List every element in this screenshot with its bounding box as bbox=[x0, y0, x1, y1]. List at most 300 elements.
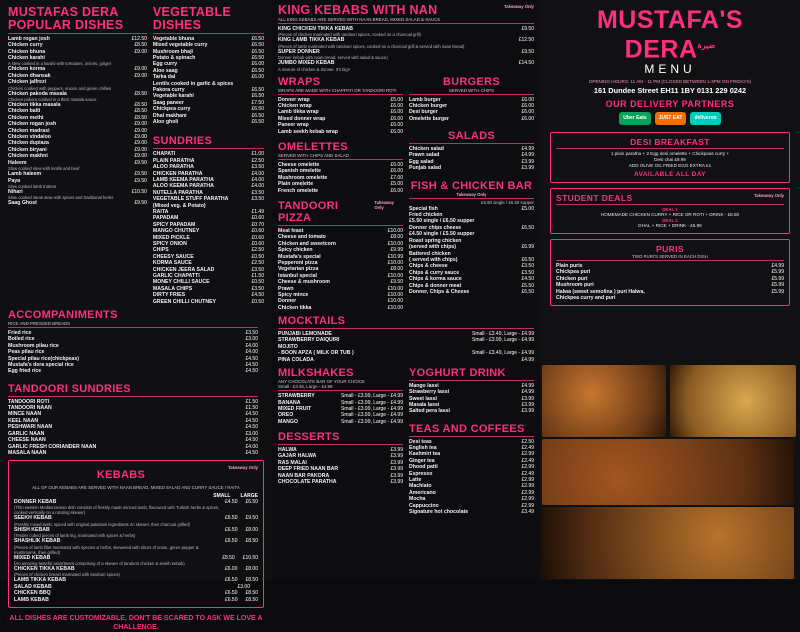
menu-item-name: Latte bbox=[409, 477, 422, 484]
menu-item-row bbox=[278, 37, 534, 48]
salads-list bbox=[409, 146, 534, 172]
menu-item-description: (Pieces of chicken marinated with tandoori spices, cooked on a charcoal grill) bbox=[278, 32, 421, 38]
menu-item-name: Mushroom omelette bbox=[278, 174, 328, 181]
menu-item-price: £4.00 bbox=[251, 170, 264, 177]
burgers-list bbox=[409, 97, 534, 123]
menu-item-price: £5.99 bbox=[771, 275, 784, 282]
menu-item-name: BANANA bbox=[278, 399, 301, 406]
menu-item-price: £4.50 bbox=[245, 355, 258, 362]
menu-panel-left bbox=[0, 0, 272, 631]
menu-item-price-large: £8.00 bbox=[245, 526, 258, 533]
menu-item-name: Chips & korma sauce bbox=[409, 276, 462, 283]
menu-item-name: Chicken makhni bbox=[8, 153, 48, 160]
brand-line-1: MUSTAFA'S bbox=[596, 6, 744, 34]
menu-item-name: Haleem Slow cooked stew with lentils and beef bbox=[8, 159, 80, 172]
menu-item-name: GARLIC CHAPATTI bbox=[152, 273, 200, 279]
menu-item-price: £3.50 bbox=[251, 164, 264, 171]
menu-item-row bbox=[409, 165, 534, 171]
menu-item-name: Pakora curry bbox=[152, 87, 185, 94]
menu-item-price: £5.50 bbox=[521, 282, 534, 289]
menu-item-row bbox=[8, 91, 147, 102]
menu-item-price: £6.00 bbox=[521, 103, 534, 110]
menu-item-name: MIXED FRUIT bbox=[278, 406, 312, 413]
menu-item-name: Mushroom puri bbox=[556, 282, 594, 289]
section-title-accompaniments: ACCOMPANIMENTS bbox=[8, 309, 118, 322]
menu-item-name: Spicy chicken bbox=[278, 247, 313, 254]
menu-item-price: £0.50 bbox=[251, 298, 264, 305]
menu-item-description: A stew cooked in a karahi with tomatoes, onions, ginger bbox=[8, 61, 112, 67]
menu-item-name: Chickpea curry and puri bbox=[556, 294, 616, 301]
menu-item-row bbox=[278, 357, 534, 363]
menu-item-price: £1.49 bbox=[251, 208, 264, 215]
menu-item-price: £3.99 bbox=[390, 459, 403, 466]
menu-item-price: £6.00 bbox=[521, 115, 534, 122]
menu-item-price: £2.50 bbox=[251, 247, 264, 254]
menu-item-name: HALWA bbox=[278, 447, 297, 454]
menu-item-description: (Thin eastern Mediterranean dish consists of freshly made minced lamb, flavoured with Turkish herbs & spices, cooked vertically on a rotating skewer) bbox=[14, 505, 220, 516]
menu-item-price: £6.50 bbox=[251, 67, 264, 74]
menu-item-price: £3.50 bbox=[521, 269, 534, 276]
section-title-yoghurt-drink: YOGHURT DRINK bbox=[409, 367, 506, 379]
menu-item-price: £5.00 bbox=[390, 181, 403, 188]
menu-item-price: £6.99 bbox=[521, 244, 534, 251]
menu-item-name: Chicken dupiaza bbox=[8, 140, 49, 147]
menu-item-price: £9.00 bbox=[134, 48, 147, 55]
menu-item-price: £2.99 bbox=[521, 489, 534, 496]
menu-item-name: Lamb rogan josh bbox=[8, 35, 50, 42]
menu-item-name: OREO bbox=[278, 412, 294, 419]
menu-item-name: Chicken madrasi bbox=[8, 127, 50, 134]
menu-item-price: £6.50 bbox=[521, 256, 534, 263]
menu-item-name: Cappuccino bbox=[409, 502, 439, 509]
menu-item-price: £9.50 bbox=[134, 171, 147, 178]
section-title-kebabs: KEBABS bbox=[96, 469, 146, 482]
menu-item-price: £2.99 bbox=[521, 477, 534, 484]
menu-item-name: LAMB KEEMA PARATHA bbox=[152, 176, 214, 183]
menu-item-name: Chips & cheese bbox=[409, 263, 448, 270]
menu-item-price: £3.99 bbox=[390, 479, 403, 486]
menu-item-price-large: £6.50 bbox=[245, 498, 258, 505]
tandoori-pizza-list bbox=[278, 228, 403, 311]
student-deal-1-label: DEAL 1 bbox=[662, 206, 678, 212]
delivery-partners-logos bbox=[548, 112, 792, 125]
section-title-teas-coffees: TEAS AND COFFEES bbox=[409, 422, 525, 435]
menu-item-price: £9.00 bbox=[134, 66, 147, 73]
menu-item-price: £9.00 bbox=[134, 121, 147, 128]
student-deal-2-label: DEAL 2 bbox=[662, 217, 678, 223]
menu-item-name: Chicken curry bbox=[8, 42, 43, 49]
menu-item-price: Small - £3.99, Large - £4.99 bbox=[472, 337, 534, 344]
menu-item-price: £4.50 bbox=[245, 368, 258, 375]
kebabs-note: ALL OF OUR KEBABS ARE SERVED WITH NAAN BREAD, MIXED SALAD AND CURRY SAUCE / RAITA bbox=[32, 485, 240, 491]
menu-item-price: £4.99 bbox=[771, 262, 784, 269]
menu-item-price: £4.99 bbox=[521, 146, 534, 153]
menu-item-price: £5.00 bbox=[521, 205, 534, 212]
menu-item-price: £2.99 bbox=[521, 464, 534, 471]
accompaniments-subtitle: RICE AND PRESSED BREADS bbox=[8, 321, 71, 327]
menu-item-row bbox=[14, 538, 258, 554]
kebabs-col-large: LARGE bbox=[240, 492, 258, 499]
food-photo-rice bbox=[670, 365, 796, 437]
menu-item-name: NAAN BAR PAKORA bbox=[278, 472, 330, 479]
kebabs-list bbox=[14, 499, 258, 603]
menu-item-name: Chicken puri bbox=[556, 275, 588, 282]
menu-item-name: RAITA bbox=[152, 208, 169, 215]
menu-item-name: Espresso bbox=[409, 470, 433, 477]
menu-item-name: DONNER KEBAB (Thin eastern Mediterranean dish consists of freshly made minced lamb, flavoured with Turkish herbs & spices, cooked vertically on a rotating skewer) bbox=[14, 498, 220, 516]
menu-item-name: RAS MALAI bbox=[278, 459, 307, 466]
menu-item-name: LAMB TIKKA KEBAB bbox=[14, 577, 66, 584]
menu-item-price: £4.50 bbox=[245, 362, 258, 369]
menu-item-price-small: £6.00 bbox=[224, 565, 238, 572]
menu-item-name: Special fish bbox=[409, 205, 438, 212]
menu-item-price: £5.99 bbox=[771, 282, 784, 289]
menu-item-name: CHAPATI bbox=[152, 151, 176, 158]
menu-item-row bbox=[409, 509, 534, 515]
menu-item-name: Nihari Slow cooked steak stew with spices and traditional herbs bbox=[8, 188, 114, 201]
menu-item-price: £3.50 bbox=[251, 196, 264, 203]
delivery-partner-logo-just-eat: JUST EAT bbox=[655, 112, 687, 125]
menu-item-name: MONEY CHILLI SAUCE bbox=[152, 279, 210, 286]
menu-item-price: £14.50 bbox=[518, 60, 534, 67]
menu-item-row bbox=[14, 527, 258, 538]
menu-item-row bbox=[278, 129, 403, 135]
menu-item-name: SHISH KEBAB (Tender cubed pieces of lamb leg, marinated with spices & herbs) bbox=[14, 526, 136, 539]
menu-item-price: £3.99 bbox=[521, 408, 534, 415]
menu-item-price: £3.99 bbox=[521, 402, 534, 409]
menu-item-description: (Freshly mixed lamb, spiced with original pakistani ingredients on skewer, then charcoal grilled) bbox=[14, 521, 190, 527]
student-deals-takeaway-note: Takeaway Only bbox=[754, 193, 784, 199]
menu-item-name: Chips & curry sauce bbox=[409, 269, 460, 276]
menu-item-name: Mustafa's special bbox=[278, 253, 321, 260]
menu-item-price: £1.50 bbox=[245, 398, 258, 405]
menu-item-name: Chicken balti bbox=[8, 108, 41, 115]
menu-item-name: MINCE NAAN bbox=[8, 411, 42, 418]
menu-item-name: GARLIC NAAN bbox=[8, 430, 45, 437]
menu-item-name: KING CHICKEN TIKKA KEBAB (Pieces of chicken marinated with tandoori spices, cooked on a charcoal grill) bbox=[278, 26, 421, 38]
menu-item-price-small: £4.50 bbox=[224, 498, 238, 505]
menu-item-name: Chicken and sweetcorn bbox=[278, 240, 336, 247]
menu-item-price: £4.99 bbox=[521, 389, 534, 396]
section-title-omelettes: OMELETTES bbox=[278, 141, 348, 154]
menu-item-name: CHICKEN TIKKA KEBAB (Pieces of chicken breast marinated with tandoori spices) bbox=[14, 565, 120, 578]
menu-item-name: Mango lassi bbox=[409, 382, 439, 389]
menu-item-price: £6.00 bbox=[390, 168, 403, 175]
menu-item-name: Desi burger bbox=[409, 109, 438, 116]
menu-item-price: £3.99 bbox=[390, 466, 403, 473]
menu-item-name: ALOO PARATHA bbox=[152, 164, 194, 171]
menu-item-name: MIXED PICKLE bbox=[152, 234, 190, 241]
menu-item-description: A mixture of chicken & donner. It's big!! bbox=[278, 66, 351, 72]
section-title-vegetable-dishes: VEGETABLE DISHES bbox=[152, 5, 232, 32]
king-kebabs-takeaway-note: Takeaway Only bbox=[504, 4, 534, 9]
menu-item-name: Mocha bbox=[409, 496, 426, 503]
menu-item-name: CHIPS bbox=[152, 247, 169, 254]
menu-item-name: MANGO bbox=[278, 418, 298, 425]
menu-item-price: £6.00 bbox=[390, 122, 403, 129]
menu-item-row bbox=[153, 299, 264, 305]
menu-item-name: Cheese and tomato bbox=[278, 234, 326, 241]
menu-item-price: £4.50 bbox=[245, 411, 258, 418]
food-photo-mixed-grill bbox=[542, 507, 794, 579]
menu-item-name: PUNJABI LEMONADE bbox=[278, 330, 332, 337]
menu-item-name: Paneer wrap bbox=[278, 122, 309, 129]
mocktails-list bbox=[278, 331, 534, 363]
yoghurt-drink-list bbox=[409, 383, 534, 415]
menu-item-name: Donner wrap bbox=[278, 96, 310, 103]
menu-item-name: Cheese omelette bbox=[278, 162, 320, 169]
brand-header bbox=[546, 4, 794, 127]
section-title-popular-dishes: MUSTAFAS DERA POPULAR DISHES bbox=[8, 5, 124, 32]
menu-item-price: £4.00 bbox=[245, 342, 258, 349]
menu-item-name: Chickpea curry bbox=[152, 106, 191, 113]
menu-item-name: MOJITO bbox=[278, 343, 298, 350]
menu-item-name: SALAD KEBAB bbox=[14, 583, 52, 590]
menu-item-price-large: £10.50 bbox=[242, 554, 258, 561]
section-title-desserts: DESSERTS bbox=[278, 431, 340, 444]
section-title-tandoori-pizza: TANDOORI PIZZA bbox=[278, 200, 339, 225]
menu-item-name: STRAWBERRY DAIQUIRI bbox=[278, 337, 340, 344]
menu-item-price-small: £6.50 bbox=[224, 526, 238, 533]
menu-item-price: £2.99 bbox=[521, 496, 534, 503]
menu-item-name: Egg salad bbox=[409, 158, 434, 165]
menu-item-price: £10.99 bbox=[387, 253, 403, 260]
omelettes-note: SERVED WITH CHIPS AND SALAD bbox=[278, 153, 349, 159]
section-title-student-deals: STUDENT DEALS bbox=[556, 193, 633, 204]
menu-item-name: Machiato bbox=[409, 483, 432, 490]
menu-item-name: Strawberry lassi bbox=[409, 389, 450, 396]
menu-item-description: Chicken pakora cooked in a thick masala sauce bbox=[8, 97, 97, 103]
menu-item-price: £3.50 bbox=[521, 263, 534, 270]
menu-item-price: £3.99 bbox=[390, 453, 403, 460]
menu-item-name: Lamb tikka wrap bbox=[278, 109, 319, 116]
menu-item-name: Chicken vindaloo bbox=[8, 134, 51, 141]
menu-item-name: Chicken methi bbox=[8, 114, 44, 121]
menu-item-name: CHEESY SAUCE bbox=[152, 253, 194, 260]
menu-item-name: CHEESE NAAN bbox=[8, 437, 46, 444]
section-title-mocktails: MOCKTAILS bbox=[278, 315, 346, 328]
menu-item-name: Chicken pakoda masala Chicken pakora cooked in a thick masala sauce bbox=[8, 90, 97, 103]
menu-item-price: £4.50 bbox=[245, 449, 258, 456]
menu-item-row bbox=[14, 515, 258, 526]
menu-item-description: (Pieces of chicken breast marinated with tandoori spices) bbox=[14, 572, 120, 578]
menu-item-name: Chicken jalfrezi Chicken cooked with peppers, onions and green chillies bbox=[8, 79, 112, 91]
brand-menu-word: MENU bbox=[644, 62, 696, 77]
section-title-burgers: BURGERS bbox=[442, 75, 501, 88]
menu-item-price: £3.50 bbox=[251, 266, 264, 273]
puris-box bbox=[550, 239, 790, 306]
menu-item-price-small: £6.50 bbox=[224, 538, 238, 545]
teas-coffees-list bbox=[409, 439, 534, 516]
brand-line-2 bbox=[548, 33, 792, 62]
menu-item-price: £0.60 bbox=[251, 234, 264, 241]
menu-item-name: Donner, Chips & Cheese bbox=[409, 288, 470, 295]
menu-item-name: £5.50 single / £6.50 supper bbox=[409, 218, 475, 225]
menu-item-price: £4.50 bbox=[245, 417, 258, 424]
menu-item-name: Vegetarian pizza bbox=[278, 266, 319, 273]
menu-item-row bbox=[278, 305, 403, 311]
menu-item-row bbox=[14, 566, 258, 577]
menu-item-price: £0.60 bbox=[251, 215, 264, 222]
breakfast-available-all-day: AVAILABLE ALL DAY bbox=[633, 171, 707, 179]
menu-item-description: Chicken cooked with peppers, onions and green chillies bbox=[8, 85, 112, 91]
menu-item-name: £4.50 single / £5.50 supper bbox=[409, 231, 475, 238]
menu-item-row bbox=[8, 178, 147, 189]
menu-item-row bbox=[8, 55, 147, 66]
menu-item-row bbox=[8, 189, 147, 200]
menu-item-name: Mixed donner wrap bbox=[278, 115, 326, 122]
menu-item-price: £6.50 bbox=[251, 87, 264, 94]
menu-item-price: £4.00 bbox=[245, 349, 258, 356]
menu-item-name: English tea bbox=[409, 445, 437, 452]
menu-item-name: SPICY ONION bbox=[152, 240, 187, 247]
menu-item-name: Saag paneer bbox=[152, 99, 184, 106]
menu-item-price: £10.00 bbox=[387, 240, 403, 247]
menu-item-price: £12.50 bbox=[518, 37, 534, 44]
menu-item-row bbox=[278, 419, 403, 425]
menu-item-price: £8.50 bbox=[134, 114, 147, 121]
menu-item-description: (Pieces of lamb marinated with tandoori spices, cooked on a charcoal grill & served with naan bread) bbox=[278, 43, 465, 49]
menu-item-price: £6.00 bbox=[390, 103, 403, 110]
menu-item-price: £1.00 bbox=[251, 151, 264, 158]
wraps-note: WRAPS ARE MADE WITH CHAPPATI OR TANDOORI ROTI bbox=[278, 87, 397, 93]
menu-item-name: Kashmiri tea bbox=[409, 451, 441, 458]
menu-item-price: £4.00 bbox=[251, 176, 264, 183]
menu-item-name: KING LAMB TIKKA KEBAB (Pieces of lamb marinated with tandoori spices, cooked on a charcoal grill & served with naan bread) bbox=[278, 37, 465, 49]
menu-item-price: £9.50 bbox=[521, 48, 534, 55]
menu-item-row bbox=[278, 26, 534, 37]
menu-item-price: £4.50 bbox=[521, 276, 534, 283]
menu-item-name: LAMB KEBAB bbox=[14, 596, 49, 603]
menu-item-name: Chicken biryani bbox=[8, 146, 47, 153]
menu-item-name: NUTELLA PARATHA bbox=[152, 189, 203, 196]
food-photo-kebab-platter bbox=[542, 439, 794, 505]
menu-item-name: Ginger tea bbox=[409, 457, 435, 464]
menu-item-name: PAPADAM bbox=[152, 215, 179, 222]
menu-item-price: £2.99 bbox=[521, 483, 534, 490]
breakfast-line-3: ADD OLIVE OIL FRIED EGG EXTRA £1 bbox=[628, 163, 712, 169]
menu-item-name: Chickpea puri bbox=[556, 269, 591, 276]
menu-item-price: £3.00 bbox=[245, 336, 258, 343]
menu-item-name: Cheese & mushroom bbox=[278, 279, 330, 286]
menu-item-price: £6.50 bbox=[251, 48, 264, 55]
address-phone: 161 Dundee Street EH11 1BY 0131 229 0242 bbox=[593, 86, 747, 96]
section-title-tandoori-sundries: TANDOORI SUNDRIES bbox=[8, 382, 131, 395]
menu-item-price-large: £8.50 bbox=[245, 596, 258, 603]
menu-item-price: £3.99 bbox=[390, 447, 403, 454]
menu-item-name: Chicken bhuna bbox=[8, 48, 46, 55]
section-title-salads: SALADS bbox=[447, 130, 496, 143]
milkshakes-price-line: Small - £3.45, Large - £4.99 bbox=[278, 384, 333, 390]
menu-item-name: KEEL NAAN bbox=[8, 417, 39, 424]
menu-item-name: Potato & spinach bbox=[152, 55, 196, 62]
menu-item-row bbox=[14, 555, 258, 566]
menu-item-description: (An amazing tasteful assortment comprising of a skewer of tandoori chicken & seekh kebab) bbox=[14, 560, 185, 566]
menu-item-price: £6.00 bbox=[390, 109, 403, 116]
menu-item-price: £9.00 bbox=[134, 134, 147, 141]
menu-item-price: £10.00 bbox=[387, 259, 403, 266]
omelettes-list bbox=[278, 162, 403, 194]
section-title-sundries: SUNDRIES bbox=[152, 135, 213, 148]
menu-item-name: TANDOORI ROTI bbox=[8, 398, 50, 405]
menu-item-name: Chicken tikka bbox=[278, 304, 312, 311]
menu-item-name: Salted pera lassi bbox=[409, 408, 450, 415]
menu-item-price: £3.99 bbox=[521, 158, 534, 165]
menu-item-price-small: £6.50 bbox=[224, 596, 238, 603]
tandoori-sundries-list bbox=[8, 399, 258, 457]
menu-item-price: £9.00 bbox=[134, 127, 147, 134]
popular-dishes-list bbox=[8, 36, 147, 207]
menu-item-price-large: £8.50 bbox=[245, 577, 258, 584]
kebabs-col-small: SMALL bbox=[213, 492, 231, 499]
menu-item-name: GARLIC FRESH CORIANDER NAAN bbox=[8, 443, 97, 450]
food-photo-curry bbox=[542, 365, 666, 437]
menu-item-row bbox=[556, 295, 784, 301]
menu-item-name: VEGETABLE STUFF PARATHA bbox=[152, 196, 229, 203]
menu-item-name: Chicken rogan josh bbox=[8, 121, 57, 128]
fish-chicken-list bbox=[409, 206, 534, 296]
menu-item-price: £9.50 bbox=[134, 200, 147, 207]
menu-item-description: (Pieces of lamb fillet marinated with species & herbs, skewered with slices of onion, green pepper & mushrooms, then grilled) bbox=[14, 544, 199, 555]
section-title-wraps: WRAPS bbox=[278, 75, 321, 88]
menu-item-price: £9.99 bbox=[390, 247, 403, 254]
menu-item-price: Small - £3.49, Large - £4.99 bbox=[472, 350, 534, 357]
menu-item-name: Vegetable karahi bbox=[152, 93, 194, 100]
menu-item-price: £6.50 bbox=[251, 93, 264, 100]
menu-item-description: Slow cooked steak stew with spices and traditional herbs bbox=[8, 195, 114, 201]
pizza-takeaway-note: Takeaway Only bbox=[374, 200, 394, 211]
section-title-puris: PURIS bbox=[656, 243, 684, 254]
menu-item-row bbox=[153, 119, 264, 125]
menu-item-name: Chicken tikka masala bbox=[8, 102, 61, 109]
milkshakes-note: ANY CHOCOLATE BAR OF YOUR CHOICE bbox=[278, 379, 365, 384]
menu-item-price: £6.50 bbox=[251, 42, 264, 49]
menu-item-name: MASALA NAAN bbox=[8, 449, 47, 456]
menu-item-row bbox=[8, 200, 147, 206]
menu-item-price: £5.99 bbox=[771, 288, 784, 295]
menu-item-name: Boiled rice bbox=[8, 336, 35, 343]
menu-item-price: £3.50 bbox=[245, 330, 258, 337]
menu-item-name: Saag Ghost bbox=[8, 200, 37, 207]
menu-item-name: STRAWBERRY bbox=[278, 393, 315, 400]
menu-item-name: Plain omelette bbox=[278, 181, 314, 188]
breakfast-line-2: Desi chai £9.99 bbox=[654, 157, 686, 163]
menu-item-name: PLAIN PARATHA bbox=[152, 157, 195, 164]
menu-item-name: (served with chips) bbox=[409, 244, 456, 251]
food-photo-collage bbox=[540, 365, 800, 580]
menu-item-name: Dhood patti bbox=[409, 464, 438, 471]
menu-item-name: SPICY PAPADAM bbox=[152, 221, 196, 228]
menu-item-name: Pepperoni pizza bbox=[278, 259, 318, 266]
menu-item-name: Egg fried rice bbox=[8, 368, 42, 375]
menu-item-name: GREEN CHILLI CHUTNEY bbox=[152, 298, 217, 305]
menu-item-price: £9.00 bbox=[134, 72, 147, 79]
menu-item-name: Halwa (sweet semolina ) puri Halwa, bbox=[556, 288, 645, 295]
menu-item-price: £9.00 bbox=[134, 146, 147, 153]
menu-item-name: Dhal makhani bbox=[152, 112, 187, 119]
menu-item-price: £2.99 bbox=[521, 451, 534, 458]
menu-item-price: £3.50 bbox=[251, 189, 264, 196]
menu-item-price: £6.50 bbox=[251, 106, 264, 113]
menu-item-name: Lamb seekh kebab wrap bbox=[278, 128, 338, 135]
menu-item-name: - BOON APZA ( MILK OR TUB ) bbox=[278, 350, 354, 357]
menu-item-name: Fried chicken bbox=[409, 212, 443, 219]
menu-item-name: TANDOORI NAAN bbox=[8, 405, 52, 412]
menu-item-name: Spicy mince bbox=[278, 291, 309, 298]
menu-item-price: Small - £3.99, Large - £4.99 bbox=[341, 412, 403, 419]
menu-item-price: £10.50 bbox=[131, 188, 147, 195]
menu-item-price: £3.99 bbox=[390, 472, 403, 479]
